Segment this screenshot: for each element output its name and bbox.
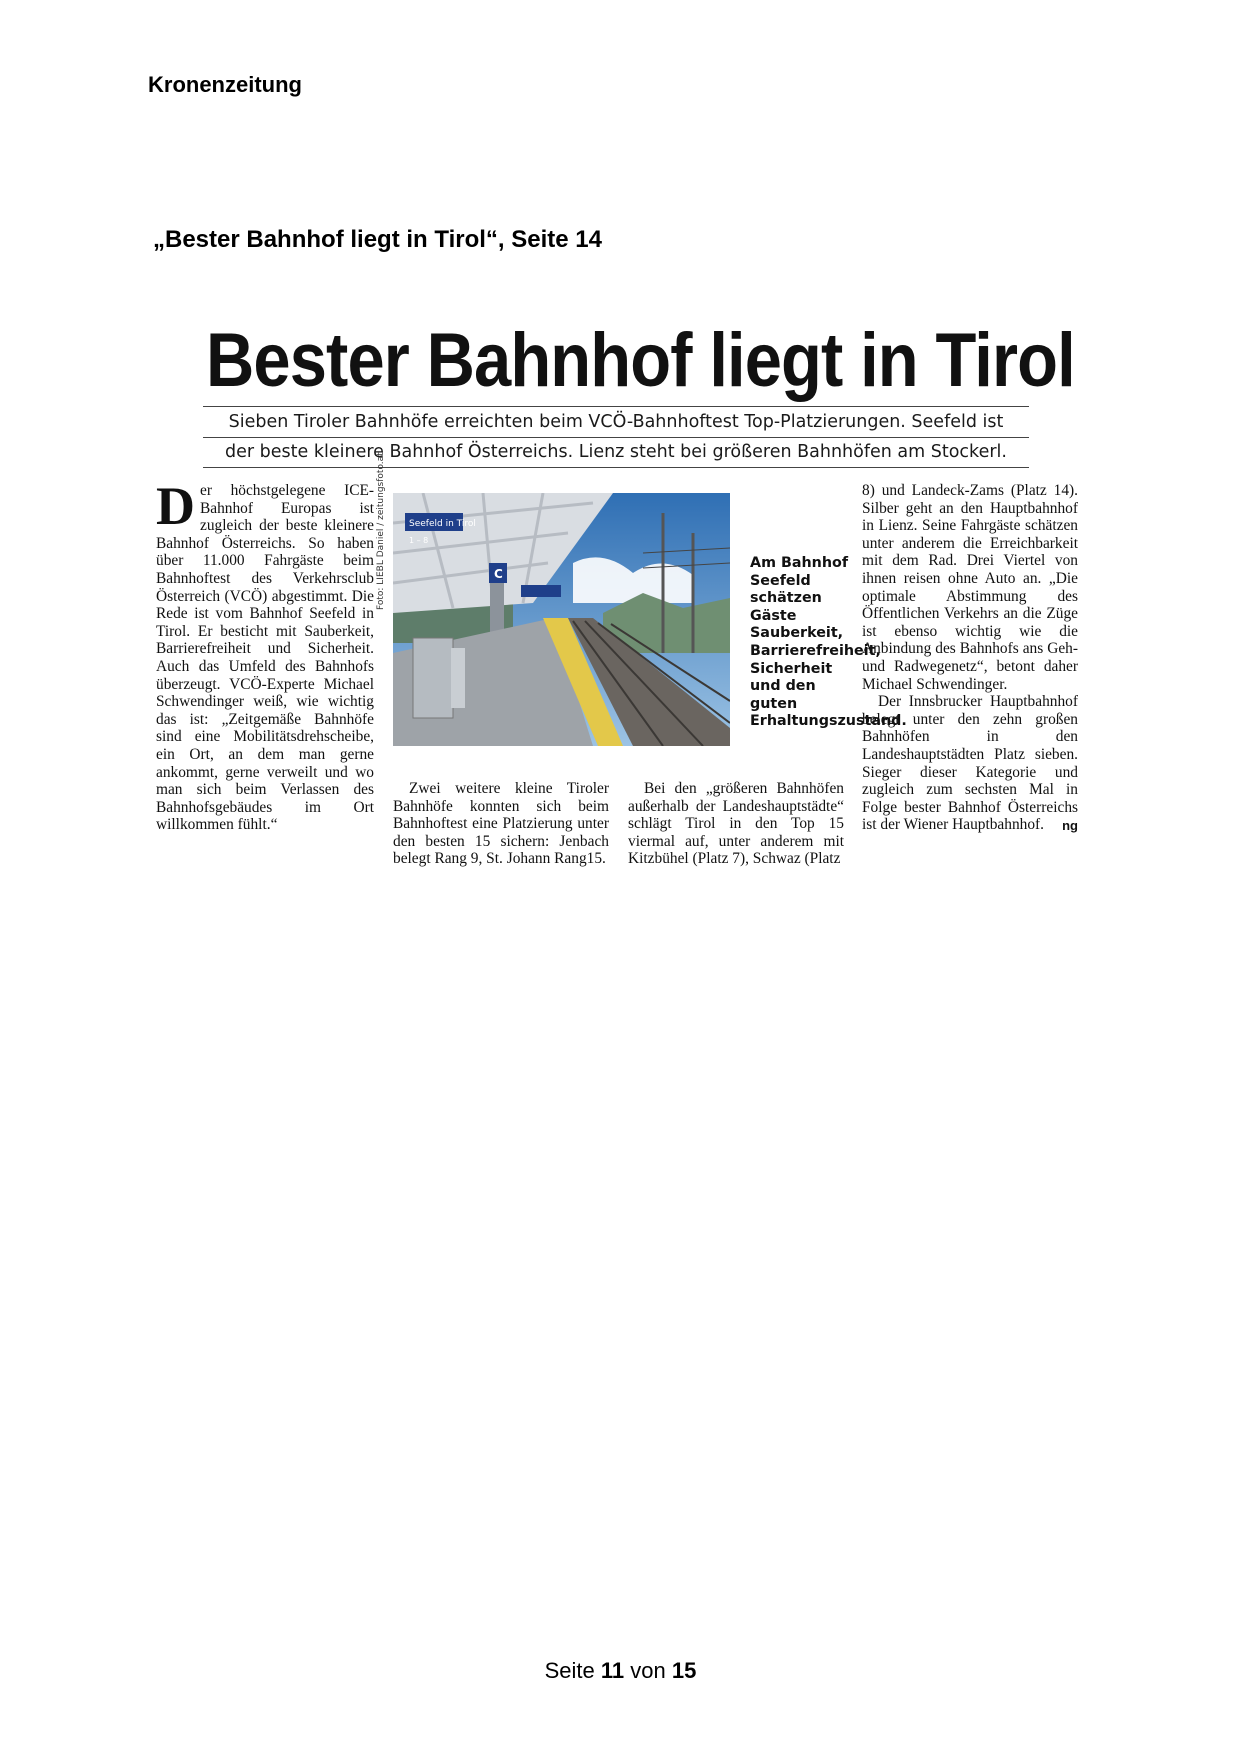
footer-page-number: 11	[600, 1658, 625, 1683]
photo-sector-sign: C	[494, 567, 503, 581]
article-subline-2: der beste kleinere Bahnhof Österreichs. Lienz steht bei größeren Bahnhöfen am Stockerl.	[203, 437, 1029, 468]
page-footer	[0, 1658, 1241, 1684]
photo-caption: Am Bahnhof Seefeld schätzen Gäste Sauberkeit, Barrierefreiheit, Sicherheit und den guten Erhaltungszustand.	[750, 555, 907, 730]
article-column-3: Bei den „größeren Bahnhöfen außerhalb der Landeshauptstädte“ schlägt Tirol in den Top 15 viermal auf, unter anderem mit Kitzbühel (Platz 7), Schwaz (Platz	[628, 780, 844, 868]
photo-credit: Foto: LIEBL Daniel / zeitungsfoto.at	[376, 452, 386, 610]
footer-total-pages: 15	[671, 1658, 697, 1683]
drop-cap: D	[156, 476, 195, 536]
article-subline-1: Sieben Tiroler Bahnhöfe erreichten beim VCÖ-Bahnhoftest Top-Platzierungen. Seefeld ist	[203, 406, 1029, 438]
column-4-text-2	[862, 693, 1078, 834]
document-title: „Bester Bahnhof liegt in Tirol“, Seite 14	[153, 226, 602, 253]
photo-track-sign: 1 – 8	[409, 536, 429, 545]
newspaper-clipping	[150, 310, 1085, 900]
article-column-4	[862, 482, 1078, 834]
footer-prefix: Seite	[544, 1658, 595, 1683]
column-4-text-1: 8) und Landeck-Zams (Platz 14). Silber geht an den Hauptbahnhof in Lienz. Seine Fahrgäste schätzen unter anderem die Erreichbarkeit mit dem Rad. Drei Viertel von ihnen reisen ohne Auto an. „Die optimale Abstimmung des Öffentlichen Verkehrs an die Züge ist ebenso wichtig wie die Anbindung des Bahnhofs ans Geh- und Radwegenetz“, betont daher Michael Schwendinger.	[862, 482, 1078, 693]
station-photo	[393, 493, 730, 746]
author-byline: ng	[1062, 818, 1078, 834]
article-column-2: Zwei weitere kleine Tiroler Bahnhöfe konnten sich beim Bahnhoftest eine Platzierung unter den besten 15 sichern: Jenbach belegt Rang 9, St. Johann Rang15.	[393, 780, 609, 868]
photo-station-sign: Seefeld in Tirol	[409, 519, 476, 529]
footer-middle: von	[630, 1658, 666, 1683]
source-label: Kronenzeitung	[148, 72, 302, 97]
column-4-text-2-content: Der Innsbrucker Hauptbahnhof belegt unter den zehn großen Bahnhöfen in den Landeshauptstädten Platz sieben. Sieger dieser Kategorie und zugleich zum sechsten Mal in Folge bester Bahnhof Österreichs ist der Wiener Hauptbahnhof.	[862, 693, 1078, 834]
article-headline: Bester Bahnhof liegt in Tirol	[206, 318, 1075, 403]
article-column-1	[156, 476, 374, 834]
column-1-text: er höchstgelegene ICE-Bahnhof Europas ist zugleich der beste kleinere Bahnhof Österreichs. So haben über 11.000 Fahrgäste beim Bahnhoftest des Verkehrsclub Österreich (VCÖ) abgestimmt. Die Rede ist vom Bahnhof Seefeld in Tirol. Er besticht mit Sauberkeit, Barrierefreiheit und Sicherheit. Auch das Umfeld des Bahnhofs überzeugt. VCÖ-Experte Michael Schwendinger weiß, wie wichtig das ist: „Zeitgemäße Bahnhöfe sind eine Mobilitätsdrehscheibe, ein Ort, an dem man gerne ankommt, gerne verweilt und wo man sich beim Verlassen des Bahnhofsgebäudes im Ort willkommen fühlt.“	[156, 482, 374, 834]
